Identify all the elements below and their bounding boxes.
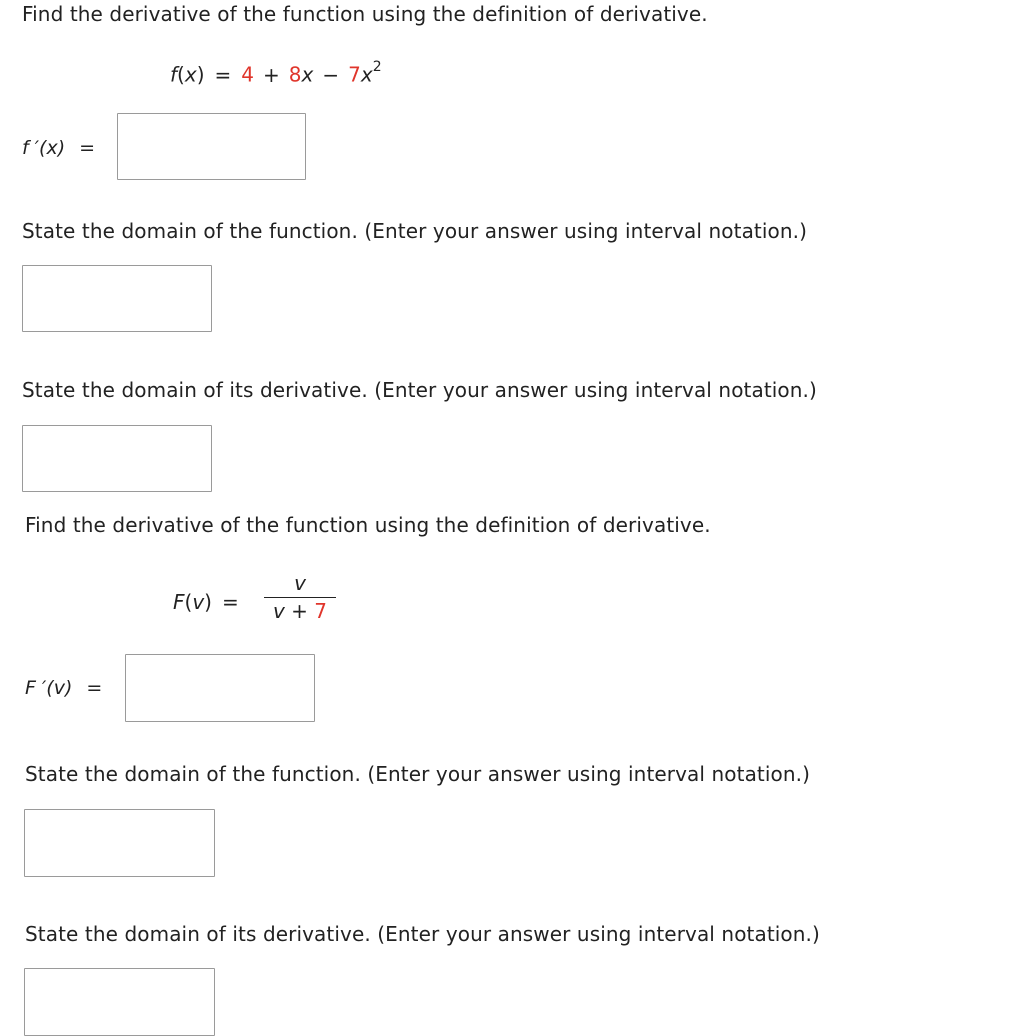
linear-variable: x xyxy=(301,62,314,87)
fraction-denominator xyxy=(262,598,338,624)
equals-sign: = xyxy=(214,62,232,87)
minus-sign: − xyxy=(322,62,340,87)
quadratic-variable: x xyxy=(360,62,373,87)
problem2-function-lhs: F(v) = xyxy=(173,590,239,614)
problem1-domain-answer-input[interactable] xyxy=(22,265,212,332)
exponent: 2 xyxy=(372,59,382,75)
problem2-derivative-label xyxy=(25,677,102,699)
function-name: f xyxy=(170,62,178,87)
problem2-domain-answer-input[interactable] xyxy=(24,809,215,877)
constant-term: 4 xyxy=(241,62,255,87)
linear-coefficient: 8 xyxy=(288,62,302,87)
problem2-domain-prompt: State the domain of the function. (Enter your answer using interval notation.) xyxy=(25,762,810,786)
problem1-instruction: Find the derivative of the function using the definition of derivative. xyxy=(22,2,708,26)
problem1-derivative-label xyxy=(22,137,95,159)
derivative-equals-sign: = xyxy=(79,137,96,159)
derivative-label-text: f ′(x) xyxy=(22,137,66,159)
problem2-derivative-answer-input[interactable] xyxy=(125,654,315,722)
problem1-function-expression: $f(x) = 4 + 8x - 7x^2$ xyxy=(170,59,382,87)
derivative-label-text: F ′(v) xyxy=(25,677,73,699)
quadratic-coefficient: 7 xyxy=(348,62,361,87)
denominator-variable: v xyxy=(272,599,285,623)
problem1-derivative-answer-input[interactable] xyxy=(117,113,306,180)
function-variable: v xyxy=(192,590,205,614)
denominator-plus-sign: + xyxy=(291,599,308,623)
problem2-instruction: Find the derivative of the function using the definition of derivative. xyxy=(25,513,711,537)
function-variable: x xyxy=(184,62,197,87)
problem1-domain-prompt: State the domain of the function. (Enter your answer using interval notation.) xyxy=(22,219,807,243)
problem1-derivative-domain-answer-input[interactable] xyxy=(22,425,212,492)
problem2-derivative-domain-answer-input[interactable] xyxy=(24,968,215,1036)
problem2-derivative-domain-prompt: State the domain of its derivative. (Enter your answer using interval notation.) xyxy=(25,922,820,946)
equals-sign: = xyxy=(221,590,239,614)
problem1-derivative-domain-prompt: State the domain of its derivative. (Enter your answer using interval notation.) xyxy=(22,378,817,402)
problem2-function-fraction xyxy=(262,570,338,624)
derivative-equals-sign: = xyxy=(86,677,103,699)
function-name: F xyxy=(173,590,185,614)
denominator-constant: 7 xyxy=(314,599,328,623)
plus-sign: + xyxy=(263,62,280,87)
fraction-numerator: v xyxy=(294,571,306,595)
